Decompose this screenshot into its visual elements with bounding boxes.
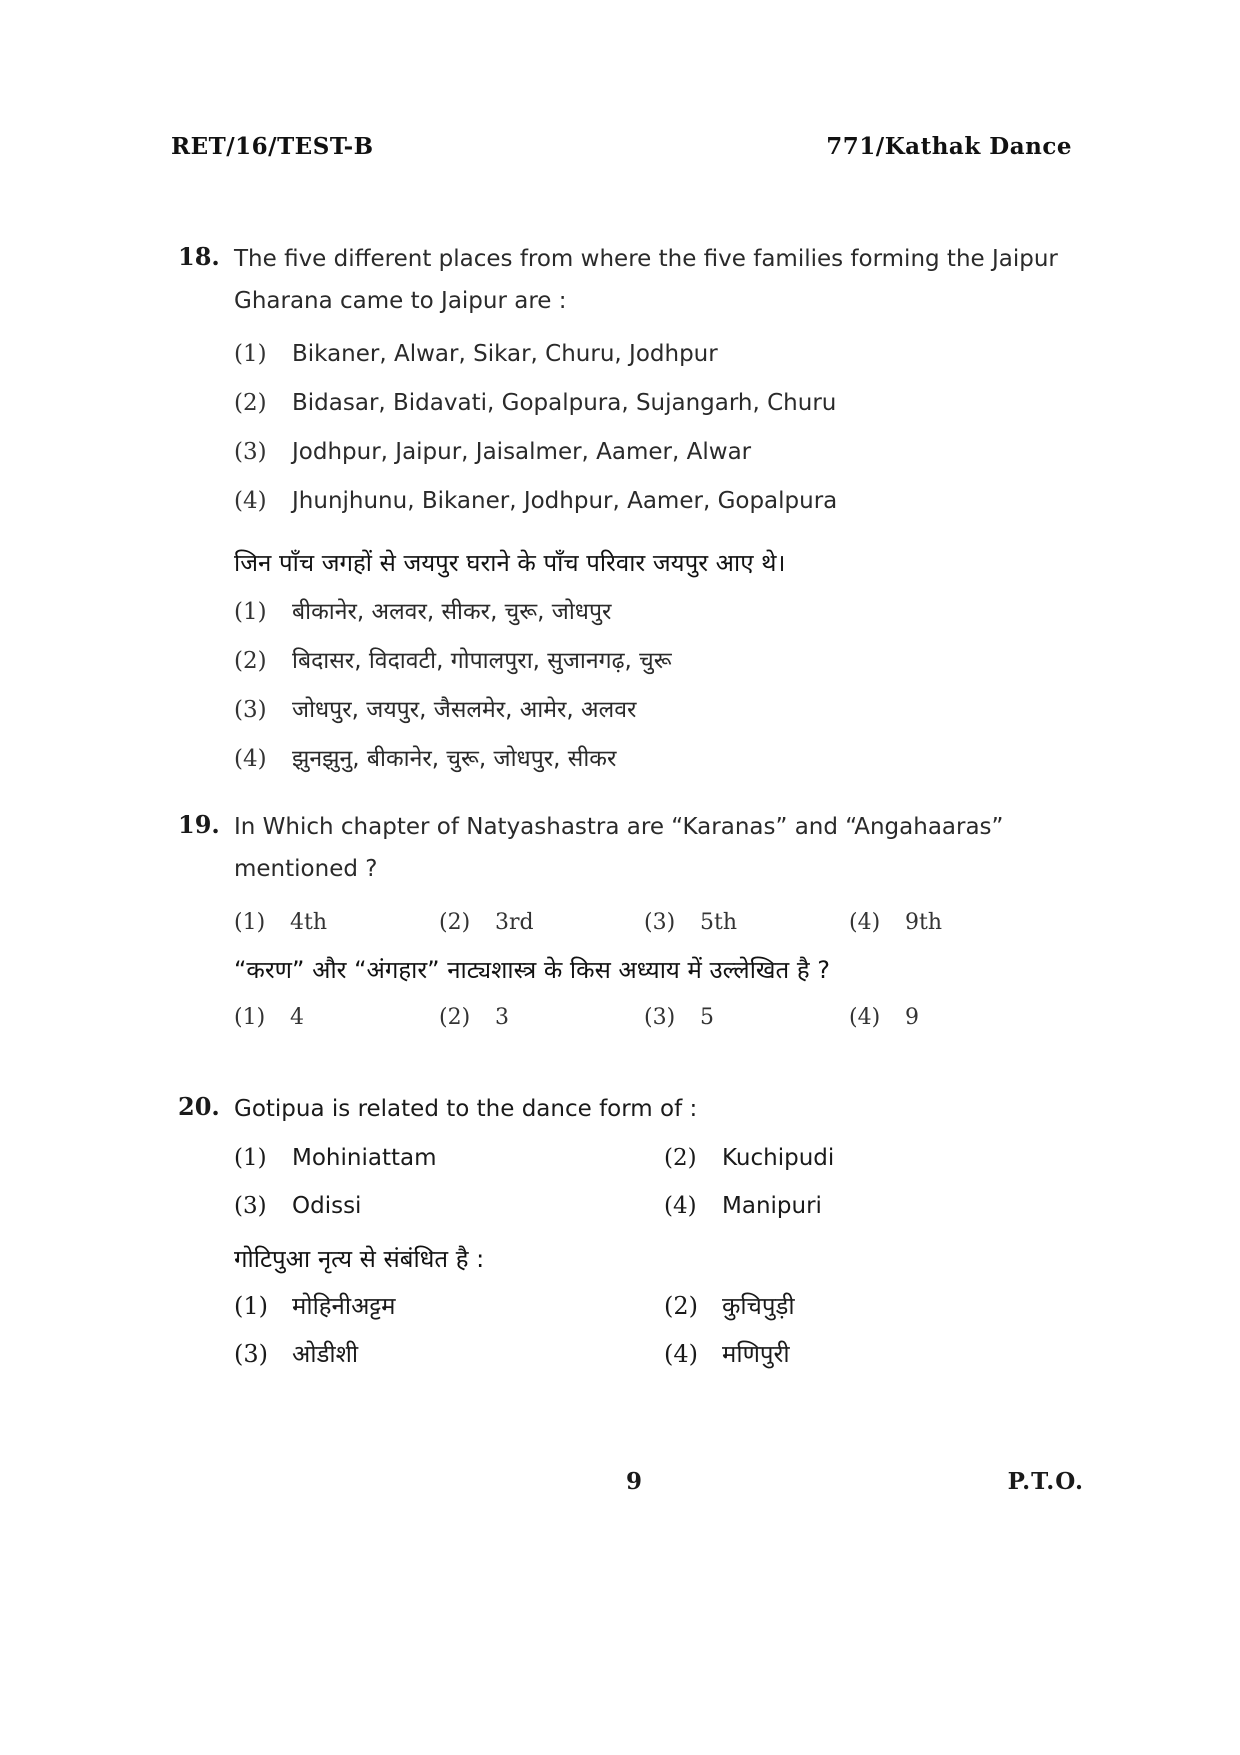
option-number: (3) <box>234 1340 268 1368</box>
option-number: (4) <box>664 1193 697 1219</box>
option-text: Kuchipudi <box>722 1145 835 1171</box>
options-en <box>234 898 1083 947</box>
option <box>439 898 644 947</box>
option-number: (3) <box>234 1193 267 1219</box>
option <box>234 330 1083 379</box>
option-number: (3) <box>234 697 267 723</box>
option-text: Bikaner, Alwar, Sikar, Churu, Jodhpur <box>292 341 718 367</box>
option-text: 4th <box>290 910 328 935</box>
question-text-hi: जिन पाँच जगहों से जयपुर घराने के पाँच परिवार जयपुर आए थे। <box>234 549 786 577</box>
option-text: ओडीशी <box>292 1340 359 1368</box>
option-number: (2) <box>664 1145 697 1171</box>
option-number: (4) <box>234 746 267 772</box>
question-19 <box>178 806 1083 1042</box>
question-text-en: In Which chapter of Natyashastra are “Karanas” and “Angahaaras” mentioned ? <box>234 814 1004 882</box>
option-text: 5th <box>700 910 738 935</box>
subject-title: 771/Kathak Dance <box>826 133 1072 160</box>
option-number: (4) <box>664 1340 698 1368</box>
option-text: Odissi <box>292 1193 362 1219</box>
option <box>234 1182 664 1230</box>
option-number: (2) <box>439 910 471 935</box>
question-20 <box>178 1088 1083 1378</box>
option-number: (1) <box>234 1005 266 1030</box>
option-text: 3 <box>495 1005 509 1030</box>
option <box>234 428 1083 477</box>
option-text: 9th <box>905 910 943 935</box>
question-18 <box>178 238 1083 800</box>
question-text-hi: गोटिपुआ नृत्य से संबंधित है : <box>234 1245 485 1273</box>
option <box>234 1134 664 1182</box>
option-text: 5 <box>700 1005 714 1030</box>
question-text-en: The five different places from where the five families forming the Jaipur Gharana came to Jaipur are : <box>234 246 1058 314</box>
option-text: Jhunjhunu, Bikaner, Jodhpur, Aamer, Gopalpura <box>292 488 838 514</box>
option <box>664 1282 1094 1330</box>
option-text: Bidasar, Bidavati, Gopalpura, Sujangarh, Churu <box>292 390 837 416</box>
option <box>234 686 1083 735</box>
option-text: बीकानेर, अलवर, सीकर, चुरू, जोधपुर <box>292 599 612 625</box>
option <box>849 898 1054 947</box>
option-number: (2) <box>439 1005 471 1030</box>
option-number: (2) <box>234 648 267 674</box>
option <box>849 993 1054 1042</box>
option <box>234 1330 664 1378</box>
option-number: (3) <box>644 1005 676 1030</box>
option <box>234 379 1083 428</box>
option-number: (3) <box>234 439 267 465</box>
option-text: मोहिनीअट्टम <box>292 1292 396 1320</box>
option-text: 9 <box>905 1005 919 1030</box>
option <box>234 588 1083 637</box>
option-number: (1) <box>234 1145 267 1171</box>
options-hi <box>234 993 1083 1042</box>
option-text: Jodhpur, Jaipur, Jaisalmer, Aamer, Alwar <box>292 439 752 465</box>
question-number: 18. <box>178 242 220 271</box>
option-text: 3rd <box>495 910 534 935</box>
option-number: (4) <box>849 1005 881 1030</box>
option-number: (1) <box>234 599 267 625</box>
option-text: झुनझुनु, बीकानेर, चुरू, जोधपुर, सीकर <box>292 746 617 772</box>
option-text: 4 <box>290 1005 304 1030</box>
option-number: (1) <box>234 910 266 935</box>
option <box>644 898 849 947</box>
option-number: (3) <box>644 910 676 935</box>
option-text: Manipuri <box>722 1193 822 1219</box>
options-en <box>234 1134 1083 1230</box>
option <box>644 993 849 1042</box>
option-number: (2) <box>664 1292 698 1320</box>
options-hi <box>234 588 1083 784</box>
option-number: (4) <box>234 488 267 514</box>
option <box>664 1330 1094 1378</box>
option <box>234 898 439 947</box>
option <box>234 637 1083 686</box>
question-number: 20. <box>178 1092 220 1121</box>
please-turn-over: P.T.O. <box>1007 1468 1084 1495</box>
option-number: (4) <box>849 910 881 935</box>
options-en <box>234 330 1083 526</box>
option-text: Mohiniattam <box>292 1145 437 1171</box>
option-text: जोधपुर, जयपुर, जैसलमेर, आमेर, अलवर <box>292 697 637 723</box>
question-text-en: Gotipua is related to the dance form of : <box>234 1096 698 1122</box>
options-hi <box>234 1282 1083 1378</box>
page-number: 9 <box>626 1468 643 1495</box>
option-text: मणिपुरी <box>722 1340 790 1368</box>
option <box>664 1134 1094 1182</box>
option-text: कुचिपुड़ी <box>722 1292 795 1320</box>
option <box>234 735 1083 784</box>
paper-code: RET/16/TEST-B <box>171 133 374 160</box>
option-text: बिदासर, विदावटी, गोपालपुरा, सुजानगढ़, चुरू <box>292 648 672 674</box>
option <box>234 993 439 1042</box>
option-number: (1) <box>234 1292 268 1320</box>
option <box>664 1182 1094 1230</box>
question-number: 19. <box>178 810 220 839</box>
option <box>234 477 1083 526</box>
option <box>234 1282 664 1330</box>
option-number: (2) <box>234 390 267 416</box>
option-number: (1) <box>234 341 267 367</box>
question-text-hi: “करण” और “अंगहार” नाट्यशास्त्र के किस अध्याय में उल्लेखित है ? <box>234 956 830 984</box>
option <box>439 993 644 1042</box>
